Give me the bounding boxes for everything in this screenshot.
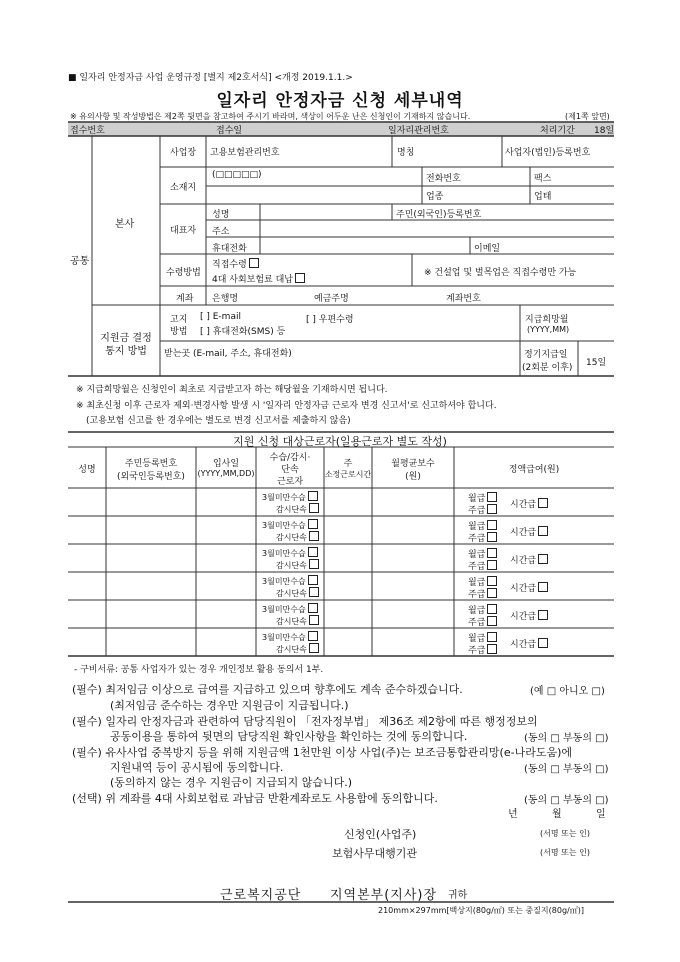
col-wage: 정액급여(원): [508, 465, 560, 475]
row-4-weekly[interactable]: 주급: [468, 587, 497, 600]
holder-label: 예금주명: [314, 294, 349, 304]
consent-3-sub2: (동의하지 않는 경우 지원금이 지급되지 않습니다.): [110, 776, 353, 789]
location-label: 소재지: [170, 183, 197, 193]
direct-receipt-label: 직접수령: [212, 260, 247, 270]
col-pay-2: (원): [405, 472, 421, 482]
footer-org: 근로복지공단: [220, 888, 302, 903]
hq-label: 본사: [115, 219, 135, 230]
consent-4: (선택) 위 계좌를 4대 사회보험료 과납금 반환계좌로도 사용함에 동의합니다.: [72, 792, 438, 805]
consent-4-options[interactable]: (동의 □ 부동의 □): [524, 795, 609, 806]
construction-note: ※ 건설업 및 벌목업은 직접수령만 가능: [424, 268, 577, 278]
row-6-monthly[interactable]: 월급: [468, 631, 497, 644]
row-5-type-b[interactable]: 감시단속: [276, 615, 319, 627]
row-6-type-b[interactable]: 감시단속: [276, 643, 319, 655]
industry-label: 업종: [426, 192, 444, 202]
form-note: ※ 유의사항 및 작성방법은 제2쪽 뒷면을 참고하여 주시기 바라며, 색상이 어두운 난은 신청인이 기재하지 않습니다.: [70, 112, 471, 121]
rep-addr-label: 주소: [212, 227, 230, 237]
applicant-sign[interactable]: (서명 또는 인): [540, 829, 590, 838]
rep-name-label: 성명: [212, 210, 230, 220]
name-label: 명칭: [397, 148, 415, 158]
offset-label: 4대 사회보험료 대납: [212, 275, 294, 285]
row-2-hourly[interactable]: 시간급: [510, 525, 548, 538]
attachment-note: - 구비서류: 공통 사업자가 있는 경우 개인정보 활용 동의서 1부.: [74, 665, 324, 675]
row-6-hourly[interactable]: 시간급: [510, 637, 548, 650]
col-type-1: 수습/감시·: [269, 453, 311, 463]
business-type-label: 업태: [534, 192, 552, 202]
row-5-hourly[interactable]: 시간급: [510, 609, 548, 622]
period-value: 18일: [594, 126, 615, 136]
paper-spec: 210mm×297mm[백상지(80g/㎡) 또는 중질지(80g/㎡)]: [378, 906, 584, 915]
biz-reg-no-label: 사업자(법인)등록번호: [505, 148, 591, 158]
row-5-weekly[interactable]: 주급: [468, 615, 497, 628]
row-5-monthly[interactable]: 월급: [468, 603, 497, 616]
col-hire-1: 입사일: [212, 459, 240, 469]
account-no-label: 계좌번호: [446, 294, 481, 304]
regular-day-label: 정기지급일: [524, 350, 568, 360]
col-hours-2: 소정근로시간: [324, 470, 372, 479]
bank-label: 은행명: [212, 294, 239, 304]
col-hire-2: (YYYY,MM,DD): [197, 469, 255, 478]
consent-2-sub: 공동이용을 통하여 뒷면의 담당직원 확인사항을 확인하는 것에 동의합니다.: [110, 730, 468, 743]
rep-resid-label: 주민(외국인)등록번호: [396, 210, 482, 220]
page-note: (제1쪽 앞면): [565, 112, 610, 121]
rep-label: 대표자: [170, 226, 197, 236]
col-pay-1: 월평균보수: [391, 459, 435, 469]
footer-honorific: 귀하: [448, 890, 468, 901]
method-label: 방법: [170, 327, 188, 337]
ins-no-label: 고용보험관리번호: [210, 148, 280, 158]
period-label: 처리기간: [540, 126, 575, 136]
consent-1: (필수) 최저임금 이상으로 급여를 지급하고 있으며 향후에도 계속 준수하겠습니다.: [72, 683, 463, 696]
row-2-weekly[interactable]: 주급: [468, 531, 497, 544]
account-label: 계좌: [176, 294, 194, 304]
agent-sign[interactable]: (서명 또는 인): [540, 848, 590, 857]
regular-day-value: 15일: [586, 358, 607, 368]
row-1-hourly[interactable]: 시간급: [510, 497, 548, 510]
consent-3-sub: 지원내역 등이 공시됨에 동의합니다.: [110, 761, 284, 774]
notice-label: 고지: [170, 315, 188, 325]
date-month: 월: [552, 809, 562, 820]
consent-3-options[interactable]: (동의 □ 부동의 □): [524, 764, 609, 775]
row-3-monthly[interactable]: 월급: [468, 547, 497, 560]
row-4-type-a[interactable]: 3월미만수습: [262, 575, 318, 587]
receive-method-label: 수령방법: [166, 268, 201, 278]
note-2: ※ 최초신청 이후 근로자 제외·변경사항 발생 시 '일자리 안정자금 근로자 변경 신고서'로 신고하셔야 합니다.: [76, 401, 497, 411]
col-type-2: 단속: [281, 465, 299, 475]
col-resid-2: (외국인등록번호): [117, 472, 185, 482]
consent-2-options[interactable]: (동의 □ 부동의 □): [524, 733, 609, 744]
regulation-line: ■ 일자리 안정자금 사업 운영규정 [별지 제2호서식] <개정 2019.1.1.>: [68, 73, 353, 83]
row-6-weekly[interactable]: 주급: [468, 643, 497, 656]
row-2-type-b[interactable]: 감시단속: [276, 531, 319, 543]
row-5-type-a[interactable]: 3월미만수습: [262, 603, 318, 615]
applicant-label: 신청인(사업주): [344, 828, 417, 841]
date-year: 년: [508, 809, 518, 820]
workers-title: 지원 신청 대상근로자(일용근로자 별도 작성): [233, 435, 447, 448]
recipient-label: 받는곳 (E-mail, 주소, 휴대전화): [164, 349, 292, 359]
email-option[interactable]: [ ] E-mail: [200, 312, 241, 322]
workplace-label: 사업장: [170, 148, 197, 158]
row-3-weekly[interactable]: 주급: [468, 559, 497, 572]
row-1-type-b[interactable]: 감시단속: [276, 503, 319, 515]
post-option[interactable]: [ ] 우편수령: [306, 315, 354, 325]
sms-option[interactable]: [ ] 휴대전화(SMS) 등: [200, 327, 286, 337]
consent-3: (필수) 유사사업 중복방지 등을 위해 지원금액 1천만원 이상 사업(주)는 보조금통합관리망(e-나라도움)에: [72, 746, 572, 759]
row-1-type-a[interactable]: 3월미만수습: [262, 491, 318, 503]
row-2-type-a[interactable]: 3월미만수습: [262, 519, 318, 531]
col-name: 성명: [78, 465, 96, 475]
row-6-type-a[interactable]: 3월미만수습: [262, 631, 318, 643]
phone-label: 전화번호: [426, 174, 461, 184]
notify-label-1: 지원금 결정: [100, 333, 152, 344]
rep-email-label: 이메일: [474, 244, 501, 254]
row-4-type-b[interactable]: 감시단속: [276, 587, 319, 599]
row-4-monthly[interactable]: 월급: [468, 575, 497, 588]
consent-1-options[interactable]: (예 □ 아니오 □): [530, 686, 605, 697]
desired-month-label: 지급희망월: [525, 315, 569, 325]
agent-label: 보험사무대행기관: [332, 847, 418, 860]
row-1-weekly[interactable]: 주급: [468, 503, 497, 516]
col-type-3: 근로자: [276, 477, 304, 487]
note-3: (고용보험 신고를 한 경우에는 별도로 변경 신고서를 제출하지 않음): [86, 416, 351, 426]
row-1-monthly[interactable]: 월급: [468, 491, 497, 504]
row-4-hourly[interactable]: 시간급: [510, 581, 548, 594]
consent-2: (필수) 일자리 안정자금과 관련하여 담당직원이 「전자정부법」 제36조 제2항에 따른 행정정보의: [72, 715, 538, 728]
row-2-monthly[interactable]: 월급: [468, 519, 497, 532]
note-1: ※ 지급희망월은 신청인이 최초로 지급받고자 하는 해당월을 기재하시면 됩니다.: [76, 385, 388, 395]
row-3-type-a[interactable]: 3월미만수습: [262, 547, 318, 559]
consent-1-sub: (최저임금 준수하는 경우만 지원금이 지급됩니다.): [110, 699, 349, 712]
date-day: 일: [596, 809, 606, 820]
receipt-no-label: 접수번호: [70, 126, 105, 136]
job-mgmt-no-label: 일자리관리번호: [388, 126, 449, 136]
receipt-date-label: 접수일: [216, 126, 243, 136]
common-label: 공통: [70, 256, 90, 267]
row-3-hourly[interactable]: 시간급: [510, 553, 548, 566]
fax-label: 팩스: [534, 174, 552, 184]
form-title: 일자리 안정자금 신청 세부내역: [216, 91, 464, 111]
rep-mobile-label: 휴대전화: [212, 244, 247, 254]
col-hours-1: 주: [343, 459, 353, 469]
footer-branch: 지역본부(지사)장: [330, 888, 438, 903]
postal-code: (□□□□□): [212, 170, 262, 180]
desired-month-format: (YYYY,MM): [527, 325, 570, 334]
notify-label-2: 통지 방법: [105, 346, 147, 357]
regular-day-note: (2회분 이후): [522, 363, 573, 373]
row-3-type-b[interactable]: 감시단속: [276, 559, 319, 571]
col-resid-1: 주민등록번호: [124, 459, 178, 469]
